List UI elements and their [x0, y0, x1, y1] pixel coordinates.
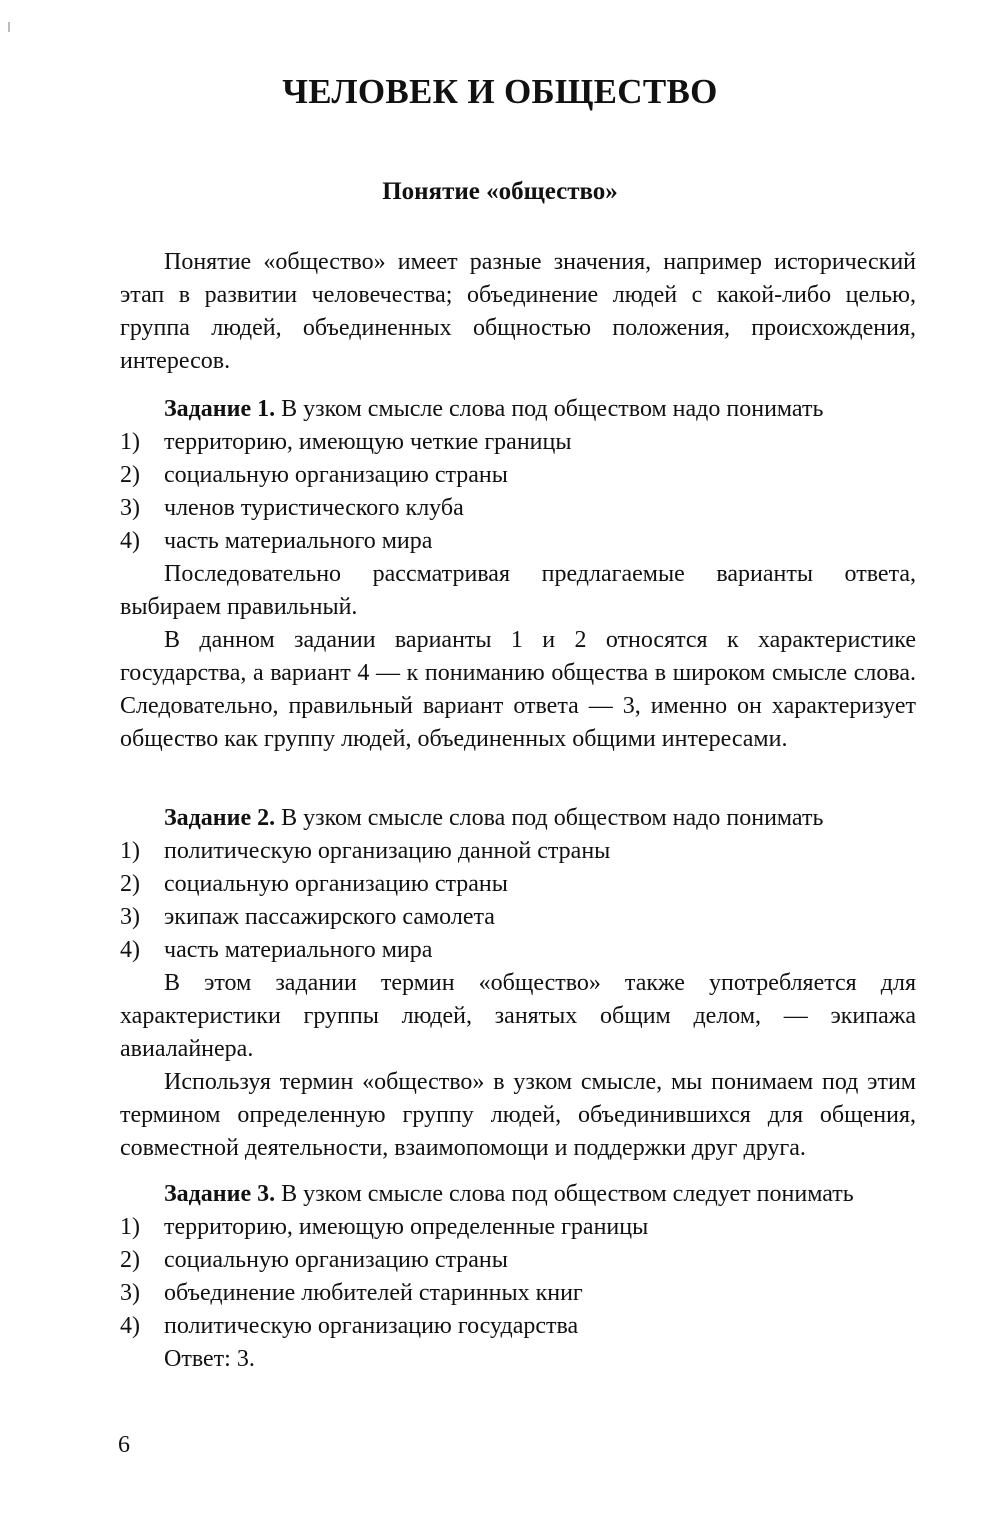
option-text: членов туристического клуба	[164, 495, 464, 521]
task-1-explanation-2: В данном задании варианты 1 и 2 относятся к характеристике государства, а вариант 4 — к пониманию общества в широком смысле слова. Следовательно, правильный вариант ответа — 3, именно он характеризует общество как группу людей, объединенных общими интересами.	[120, 627, 916, 752]
option-text: социальную организацию страны	[164, 871, 508, 897]
option-item	[120, 868, 916, 901]
task-1-options	[120, 426, 916, 558]
option-item	[120, 1277, 916, 1310]
task-1-label: Задание 1.	[164, 396, 276, 422]
task-3-options	[120, 1211, 916, 1343]
task-1-heading	[120, 393, 916, 426]
task-2-question: В узком смысле слова под обществом надо понимать	[275, 805, 824, 831]
option-text: экипаж пассажирского самолета	[164, 904, 495, 930]
page-number: 6	[118, 1432, 130, 1458]
option-text: политическую организацию государства	[164, 1313, 579, 1339]
option-text: политическую организацию данной страны	[164, 838, 611, 864]
option-text: часть материального мира	[164, 937, 433, 963]
intro-paragraph: Понятие «общество» имеет разные значения, например исторический этап в развитии человечества; объединение людей с какой-либо целью, группа людей, объединенных общностью положения, происхождения, интересов.	[120, 249, 916, 374]
option-text: социальную организацию страны	[164, 1247, 508, 1273]
option-text: территорию, имеющую четкие границы	[164, 429, 572, 455]
option-number: 4)	[120, 1313, 140, 1339]
section-title: Понятие «общество»	[382, 178, 618, 205]
option-item	[120, 492, 916, 525]
task-3-heading	[120, 1178, 916, 1211]
option-number: 2)	[120, 1247, 140, 1273]
option-item	[120, 459, 916, 492]
option-text: объединение любителей старинных книг	[164, 1280, 583, 1306]
task-2-label: Задание 2.	[164, 805, 276, 831]
scan-mark	[8, 22, 10, 32]
option-text: социальную организацию страны	[164, 462, 508, 488]
task-3-answer: Ответ: 3.	[164, 1346, 255, 1372]
option-number: 2)	[120, 462, 140, 488]
option-number: 1)	[120, 1214, 140, 1240]
task-1-explanation-1: Последовательно рассматривая предлагаемые варианты ответа, выбираем правильный.	[120, 561, 916, 620]
option-item	[120, 901, 916, 934]
task-2-explanation-1: В этом задании термин «общество» также употребляется для характеристики группы людей, занятых общим делом, — экипажа авиалайнера.	[120, 970, 916, 1062]
option-number: 1)	[120, 429, 140, 455]
task-2-heading	[120, 802, 916, 835]
option-number: 1)	[120, 838, 140, 864]
option-item	[120, 934, 916, 967]
option-number: 3)	[120, 904, 140, 930]
option-item	[120, 1211, 916, 1244]
option-item	[120, 1244, 916, 1277]
task-2	[120, 802, 916, 1165]
task-3	[120, 1178, 916, 1376]
task-3-question: В узком смысле слова под обществом следует понимать	[275, 1181, 854, 1207]
option-text: территорию, имеющую определенные границы	[164, 1214, 649, 1240]
option-number: 3)	[120, 1280, 140, 1306]
option-item	[120, 426, 916, 459]
task-1-question: В узком смысле слова под обществом надо понимать	[275, 396, 824, 422]
option-text: часть материального мира	[164, 528, 433, 554]
chapter-title: ЧЕЛОВЕК И ОБЩЕСТВО	[282, 72, 718, 111]
option-number: 4)	[120, 528, 140, 554]
task-2-options	[120, 835, 916, 967]
intro-block	[120, 246, 916, 378]
option-number: 3)	[120, 495, 140, 521]
option-item	[120, 1310, 916, 1343]
task-1	[120, 393, 916, 756]
option-item	[120, 835, 916, 868]
option-number: 2)	[120, 871, 140, 897]
option-number: 4)	[120, 937, 140, 963]
task-2-explanation-2: Используя термин «общество» в узком смысле, мы понимаем под этим термином определенную группу людей, объединившихся для общения, совместной деятельности, взаимопомощи и поддержки друг друга.	[120, 1069, 916, 1161]
option-item	[120, 525, 916, 558]
task-3-label: Задание 3.	[164, 1181, 276, 1207]
